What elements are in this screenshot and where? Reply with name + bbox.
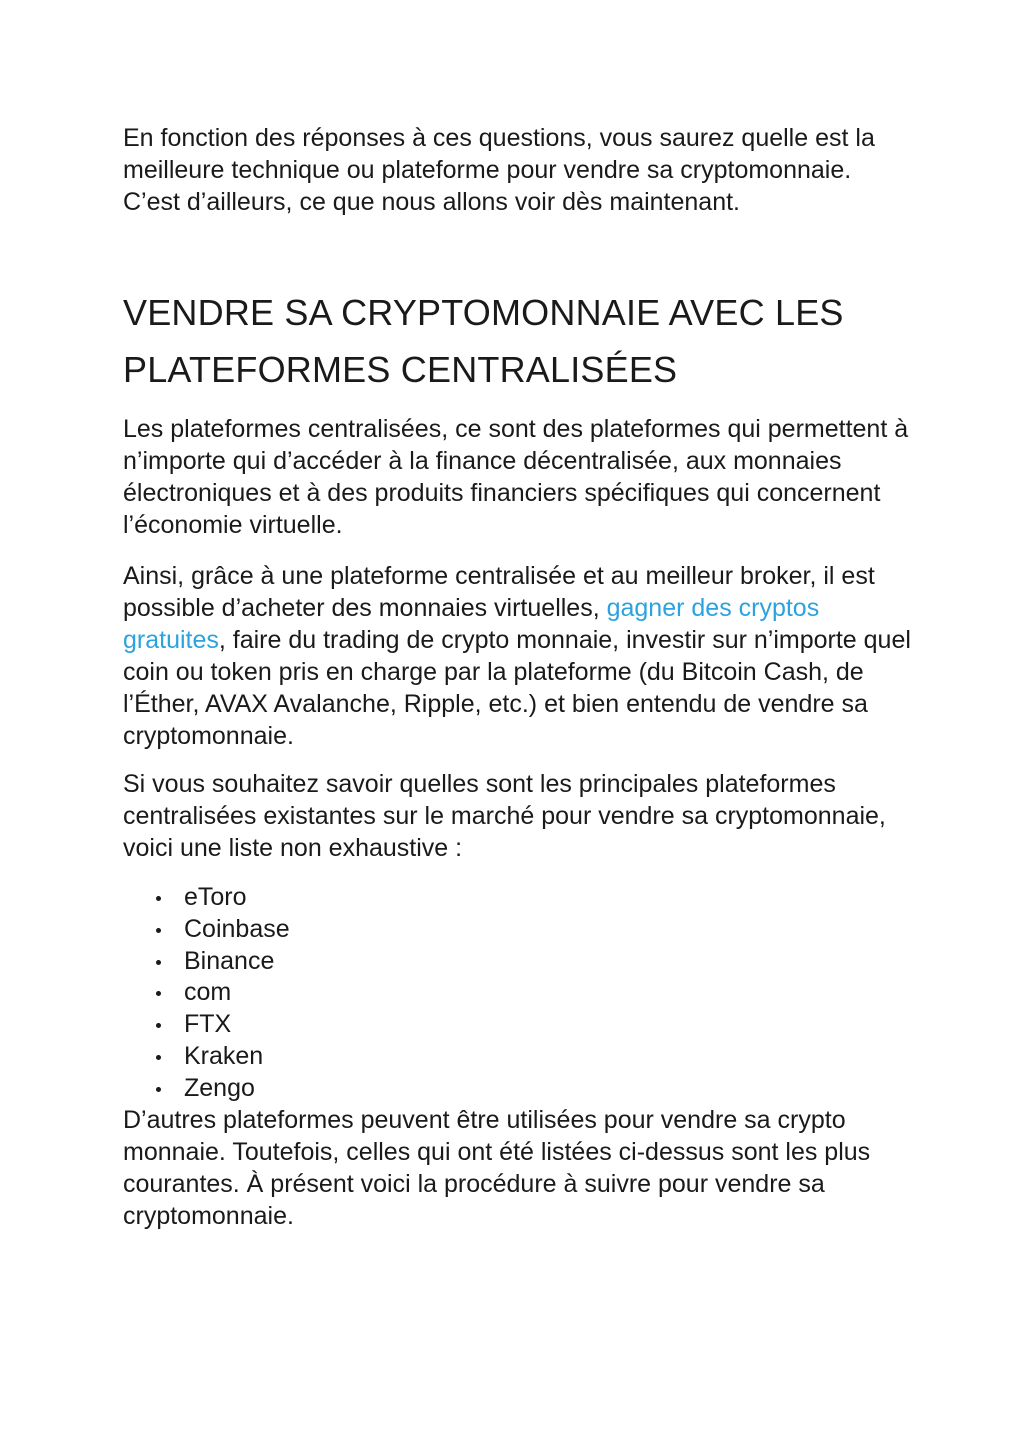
paragraph-centralized-definition: Les plateformes centralisées, ce sont des plateformes qui permettent à n’importe qui d’accéder à la finance décentralisée, aux monnaies électroniques et à des produits financiers spécifiques qui concernent l’économie virtuelle. [123,415,909,539]
list-item [123,882,290,914]
section-heading [123,284,913,398]
platform-name: Kraken [184,1041,264,1070]
bullet-icon [156,960,161,965]
free-cryptos-link[interactable]: gagner des cryptos gratuites [123,594,820,654]
bullet-icon [156,896,161,901]
platform-name: Coinbase [184,914,290,943]
platform-list [123,882,290,1105]
paragraph-text-before-link: Ainsi, grâce à une plateforme centralisée et au meilleur broker, il est possible d’acheter des monnaies virtuelles, [123,562,875,622]
section-heading-line-1: VENDRE SA CRYPTOMONNAIE AVEC LES [123,292,844,333]
platform-name: Binance [184,946,275,975]
bullet-icon [156,1055,161,1060]
bullet-icon [156,1087,161,1092]
list-item [123,1009,290,1041]
list-item [123,914,290,946]
list-item [123,946,290,978]
bullet-icon [156,991,161,996]
intro-paragraph: En fonction des réponses à ces questions, vous saurez quelle est la meilleure technique ou plateforme pour vendre sa cryptomonnaie. C’est d’ailleurs, ce que nous allons voir dès maintenant. [123,124,875,216]
paragraph-platform-list-intro: Si vous souhaitez savoir quelles sont les principales plateformes centralisées existantes sur le marché pour vendre sa cryptomonnaie, voici une liste non exhaustive : [123,770,886,862]
platform-name: Zengo [184,1073,255,1102]
list-item [123,1041,290,1073]
bullet-icon [156,1023,161,1028]
list-item [123,1073,290,1105]
platform-name: com [184,978,232,1007]
platform-name: eToro [184,883,247,911]
paragraph-centralized-benefits [123,560,913,752]
paragraph-text-after-link: , faire du trading de crypto monnaie, investir sur n’importe quel coin ou token pris en charge par la plateforme (du Bitcoin Cash, de l’Éther, AVAX Avalanche, Ripple, etc.) et bien entendu de vendre sa cryptomonnaie. [123,626,911,750]
paragraph-conclusion: D’autres plateformes peuvent être utilisées pour vendre sa crypto monnaie. Toutefois, celles qui ont été listées ci-dessus sont les plus courantes. À présent voici la procédure à suivre pour vendre sa cryptomonnaie. [123,1106,871,1230]
list-item [123,977,290,1009]
section-heading-line-2: PLATEFORMES CENTRALISÉES [123,349,678,390]
bullet-icon [156,928,161,933]
platform-name: FTX [184,1010,232,1039]
